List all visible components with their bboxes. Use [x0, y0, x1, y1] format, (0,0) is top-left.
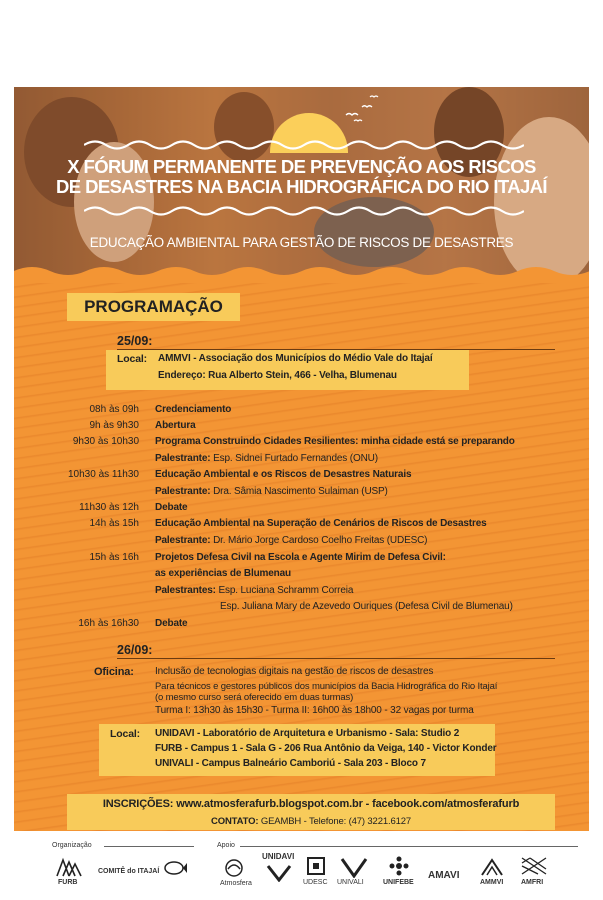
schedule-title: Educação Ambiental e os Riscos de Desastres Naturais [155, 469, 412, 480]
amfri-logo-icon [521, 856, 547, 876]
udesc-logo-text: UDESC [303, 879, 328, 886]
top-wave-divider [84, 135, 524, 153]
schedule-time: 9h30 às 10h30 [72, 436, 139, 447]
logos-strip [14, 842, 589, 894]
event-subtitle: EDUCAÇÃO AMBIENTAL PARA GESTÃO DE RISCOS DE DESASTRES [89, 235, 514, 250]
amfri-logo-text: AMFRI [521, 879, 544, 886]
atmosfera-logo-icon [222, 857, 246, 879]
programacao-heading: PROGRAMAÇÃO [84, 297, 223, 316]
univali-logo-text: UNIVALI [337, 879, 364, 886]
atmosfera-logo-text: Atmosfera [220, 880, 252, 887]
fish-logo-icon [162, 858, 188, 878]
unidavi-logo: UNIDAVI [262, 852, 295, 861]
oficina-label: Oficina: [94, 666, 134, 678]
day2-local-line2: FURB - Campus 1 - Sala G - 206 Rua Antônio da Veiga, 140 - Victor Konder [155, 743, 497, 754]
hero-wave-edge [14, 263, 589, 283]
schedule-speaker: Palestrante: Dra. Sâmia Nascimento Sulaiman (USP) [155, 486, 388, 497]
hero-photo [14, 87, 589, 275]
birds-icon [344, 93, 384, 125]
event-title-line2: DE DESASTRES NA BACIA HIDROGRÁFICA DO RIO ITAJAÍ [56, 176, 547, 197]
schedule-speaker: Palestrante: Esp. Sidnei Furtado Fernandes (ONU) [155, 453, 378, 464]
schedule-time: 10h30 às 11h30 [68, 469, 139, 480]
day2-divider [117, 658, 555, 659]
schedule-speaker: Palestrante: Dr. Mário Jorge Cardoso Coelho Freitas (UDESC) [155, 535, 428, 546]
schedule-title: Projetos Defesa Civil na Escola e Agente Mirim de Defesa Civil: [155, 552, 446, 563]
organizacao-label: Organização [52, 842, 92, 849]
oficina-title: Inclusão de tecnologias digitais na gestão de riscos de desastres [155, 666, 434, 677]
comite-logo: COMITÊ do ITAJAÍ [98, 868, 160, 875]
schedule-time: 08h às 09h [89, 404, 139, 415]
schedule-speaker-2: Esp. Juliana Mary de Azevedo Ouriques (Defesa Civil de Blumenau) [220, 601, 513, 612]
ammvi-logo-icon [480, 857, 504, 877]
schedule-title: Abertura [155, 420, 196, 431]
univali-logo-icon [339, 856, 369, 878]
unifebe-logo-icon [388, 855, 410, 877]
day2-local-line3: UNIVALI - Campus Balneário Camboriú - Sala 203 - Bloco 7 [155, 758, 426, 769]
schedule-title-cont: as experiências de Blumenau [155, 568, 292, 579]
contato-info: CONTATO: GEAMBH - Telefone: (47) 3221.6127 [211, 816, 411, 827]
udesc-logo-icon [306, 856, 326, 876]
schedule-time: 11h30 às 12h [79, 502, 139, 513]
day2-local-label: Local: [110, 728, 141, 740]
schedule-title: Debate [155, 502, 188, 513]
amavi-logo: AMAVI [428, 870, 460, 881]
ammvi-logo-text: AMMVI [480, 879, 504, 886]
turma-info: Turma I: 13h30 às 15h30 - Turma II: 16h00 às 18h00 - 32 vagas por turma [155, 705, 474, 716]
unifebe-logo-text: UNIFEBE [383, 879, 414, 886]
apoio-label: Apoio [217, 842, 235, 849]
unidavi-logo-icon [266, 864, 292, 882]
bottom-wave-divider [84, 201, 524, 219]
programacao-box [67, 293, 240, 321]
schedule-title: Educação Ambiental na Superação de Cenários de Riscos de Desastres [155, 518, 487, 529]
day1-date: 25/09: [117, 334, 153, 348]
day1-local-label: Local: [117, 353, 148, 365]
inscricoes-link[interactable]: INSCRIÇÕES: www.atmosferafurb.blogspot.com.br - facebook.com/atmosferafurb [102, 798, 520, 810]
schedule-time: 9h às 9h30 [89, 420, 139, 431]
schedule-time: 15h às 16h [89, 552, 139, 563]
schedule-speaker: Palestrantes: Esp. Luciana Schramm Correia [155, 585, 354, 596]
schedule-time: 14h às 15h [89, 518, 139, 529]
day2-local-line1: UNIDAVI - Laboratório de Arquitetura e Urbanismo - Sala: Studio 2 [155, 728, 460, 739]
day2-date: 26/09: [117, 643, 153, 657]
event-title-line1: X FÓRUM PERMANENTE DE PREVENÇÃO AOS RISCOS [67, 156, 536, 177]
oficina-desc1: Para técnicos e gestores públicos dos municípios da Bacia Hidrográfica do Rio Itajaí [155, 681, 498, 692]
poster [14, 87, 589, 831]
schedule-title: Credenciamento [155, 404, 232, 415]
schedule-title: Debate [155, 618, 188, 629]
furb-logo-icon [54, 856, 84, 878]
day1-local-line1: AMMVI - Associação dos Municípios do Médio Vale do Itajaí [158, 353, 433, 364]
schedule-time: 16h às 16h30 [78, 618, 139, 629]
furb-logo-text: FURB [58, 879, 78, 886]
day1-local-line2: Endereço: Rua Alberto Stein, 466 - Velha, Blumenau [158, 370, 397, 381]
oficina-desc2: (o mesmo curso será oferecido em duas turmas) [155, 692, 354, 703]
schedule-title: Programa Construindo Cidades Resilientes: minha cidade está se preparando [155, 436, 515, 447]
